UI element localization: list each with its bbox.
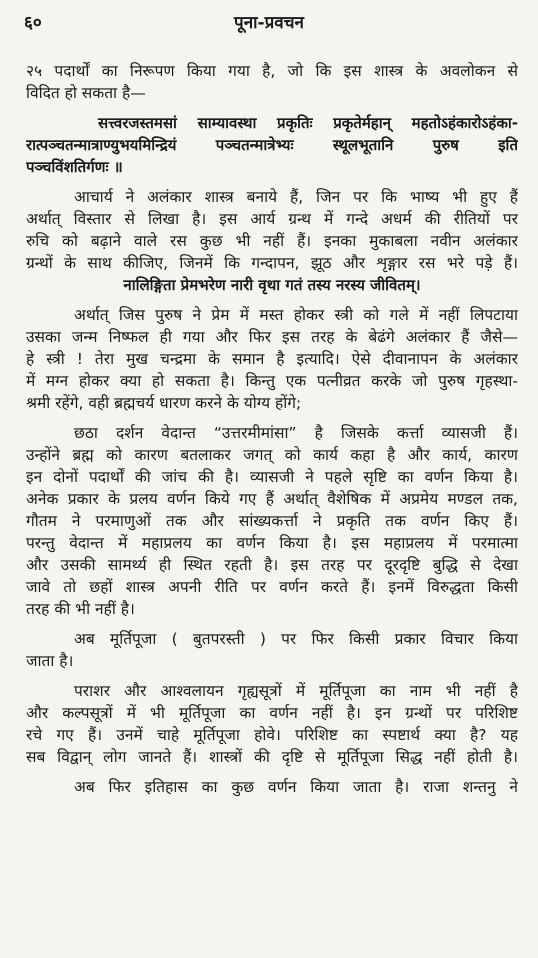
text-line: २५ पदार्थों का निरूपण किया गया है, जो कि इस शास्त्र के अवलोकन से xyxy=(26,62,518,80)
text-line: हे स्त्री ! तेरा मुख चन्द्रमा के समान है इत्यादि। ऐसे दीवानापन के अलंकार xyxy=(26,350,518,368)
text-line: उन्होंने ब्रह्म को कारण बतलाकर जगत् को कार्य कहा है और कार्य, कारण xyxy=(26,446,518,464)
text-line: अर्थात् विस्तार से लिखा है। इस आर्य ग्रन्थ में गन्दे अधर्म की रीतियों पर xyxy=(26,210,518,228)
text-line: छठा दर्शन वेदान्त “उत्तरमीमांसा” है जिसके कर्त्ता व्यासजी हैं। xyxy=(74,424,518,442)
text-line: आचार्य ने अलंकार शास्त्र बनाये हैं, जिन पर कि भाष्य भी हुए हैं xyxy=(74,188,518,206)
text-line: जावे तो छहों शास्त्र अपनी रीति पर वर्णन करते हैं। इनमें विरुद्धता किसी xyxy=(26,578,518,596)
text-line: ग्रन्थों के साथ कीजिए, जिनमें कि गन्दापन, झूठ और शृङ्गार रस भरे पड़े हैं। xyxy=(26,254,518,272)
text-line: परन्तु वेदान्त में महाप्रलय का वर्णन किया है। इस महाप्रलय में परमात्मा xyxy=(26,534,518,552)
page-header xyxy=(0,10,538,36)
text-line: इन दोनों पदार्थों की जांच की है। व्यासजी ने पहले सृष्टि का वर्णन किया है। xyxy=(26,468,518,486)
sanskrit-verse-line: सत्त्वरजस्तमसां साम्यावस्था प्रकृतिः प्रकृतेर्महान् महतोऽहंकारोऽहंका- xyxy=(98,114,518,132)
text-line: गौतम ने परमाणुओं तक और सांख्यकर्त्ता ने प्रकृति तक वर्णन किए हैं। xyxy=(26,512,518,530)
text-line: तरह की भी नहीं है। xyxy=(26,600,135,618)
text-line: सब विद्वान् लोग जानते हैं। शास्त्रों की दृष्टि से मूर्तिपूजा सिद्ध नहीं होती है। xyxy=(26,748,518,766)
text-line: अर्थात् जिस पुरुष ने प्रेम में मस्त होकर स्त्री को गले में नहीं लिपटाया xyxy=(74,306,518,324)
text-line: अब मूर्तिपूजा ( बुतपरस्ती ) पर फिर किसी प्रकार विचार किया xyxy=(74,630,518,648)
text-line: जाता है। xyxy=(26,652,74,670)
text-line: और कल्पसूत्रों में भी मूर्तिपूजा का वर्णन नहीं है। इन ग्रन्थों पर परिशिष्ट xyxy=(26,704,518,722)
sanskrit-verse-line: रात्पञ्चतन्मात्राण्युभयमिन्द्रियं पञ्चतन्मात्रेभ्यः स्थूलभूतानि पुरुष इति xyxy=(26,136,518,154)
text-line: पराशर और आश्वलायन गृह्यसूत्रों में मूर्तिपूजा का नाम भी नहीं है xyxy=(74,682,518,700)
page-number: ६० xyxy=(24,13,42,33)
text-line: में मग्न होकर क्या हो सकता है। किन्तु एक पत्नीव्रत करके जो पुरुष गृहस्था- xyxy=(26,372,518,390)
text-line: विदित हो सकता है— xyxy=(26,84,146,102)
text-line: श्रमी रहेंगे, वही ब्रह्मचर्य धारण करने के योग्य होंगे; xyxy=(26,394,302,412)
text-line: रुचि को बढ़ाने वाले रस कुछ भी नहीं हैं। इनका मुकाबला नवीन अलंकार xyxy=(26,232,518,250)
text-line: उसका जन्म निष्फल ही गया और फिर इस तरह के बेढंगे अलंकार हैं जैसे— xyxy=(26,328,518,346)
page-body xyxy=(26,60,518,798)
text-line: और उसकी सामर्थ्य ही स्थित रहती है। इस तरह पर दूरदृष्टि बुद्धि से देखा xyxy=(26,556,518,574)
text-line: अब फिर इतिहास का कुछ वर्णन किया जाता है। राजा शन्तनु ने xyxy=(74,778,518,796)
running-title: पूना-प्रवचन xyxy=(234,13,304,33)
sanskrit-verse-line: नालिङ्गिता प्रेमभरेण नारी वृथा गतं तस्य नरस्य जीवितम्। xyxy=(123,276,421,294)
sanskrit-verse-line: पञ्चविंशतिर्गणः ॥ xyxy=(26,158,123,176)
text-line: रचे गए हैं। उनमें चाहे मूर्तिपूजा होवे। परिशिष्ट का स्पष्टार्थ क्या है? यह xyxy=(26,726,518,744)
text-line: अनेक प्रकार के प्रलय वर्णन किये गए हैं अर्थात् वैशेषिक में अप्रमेय मण्डल तक, xyxy=(26,490,518,508)
